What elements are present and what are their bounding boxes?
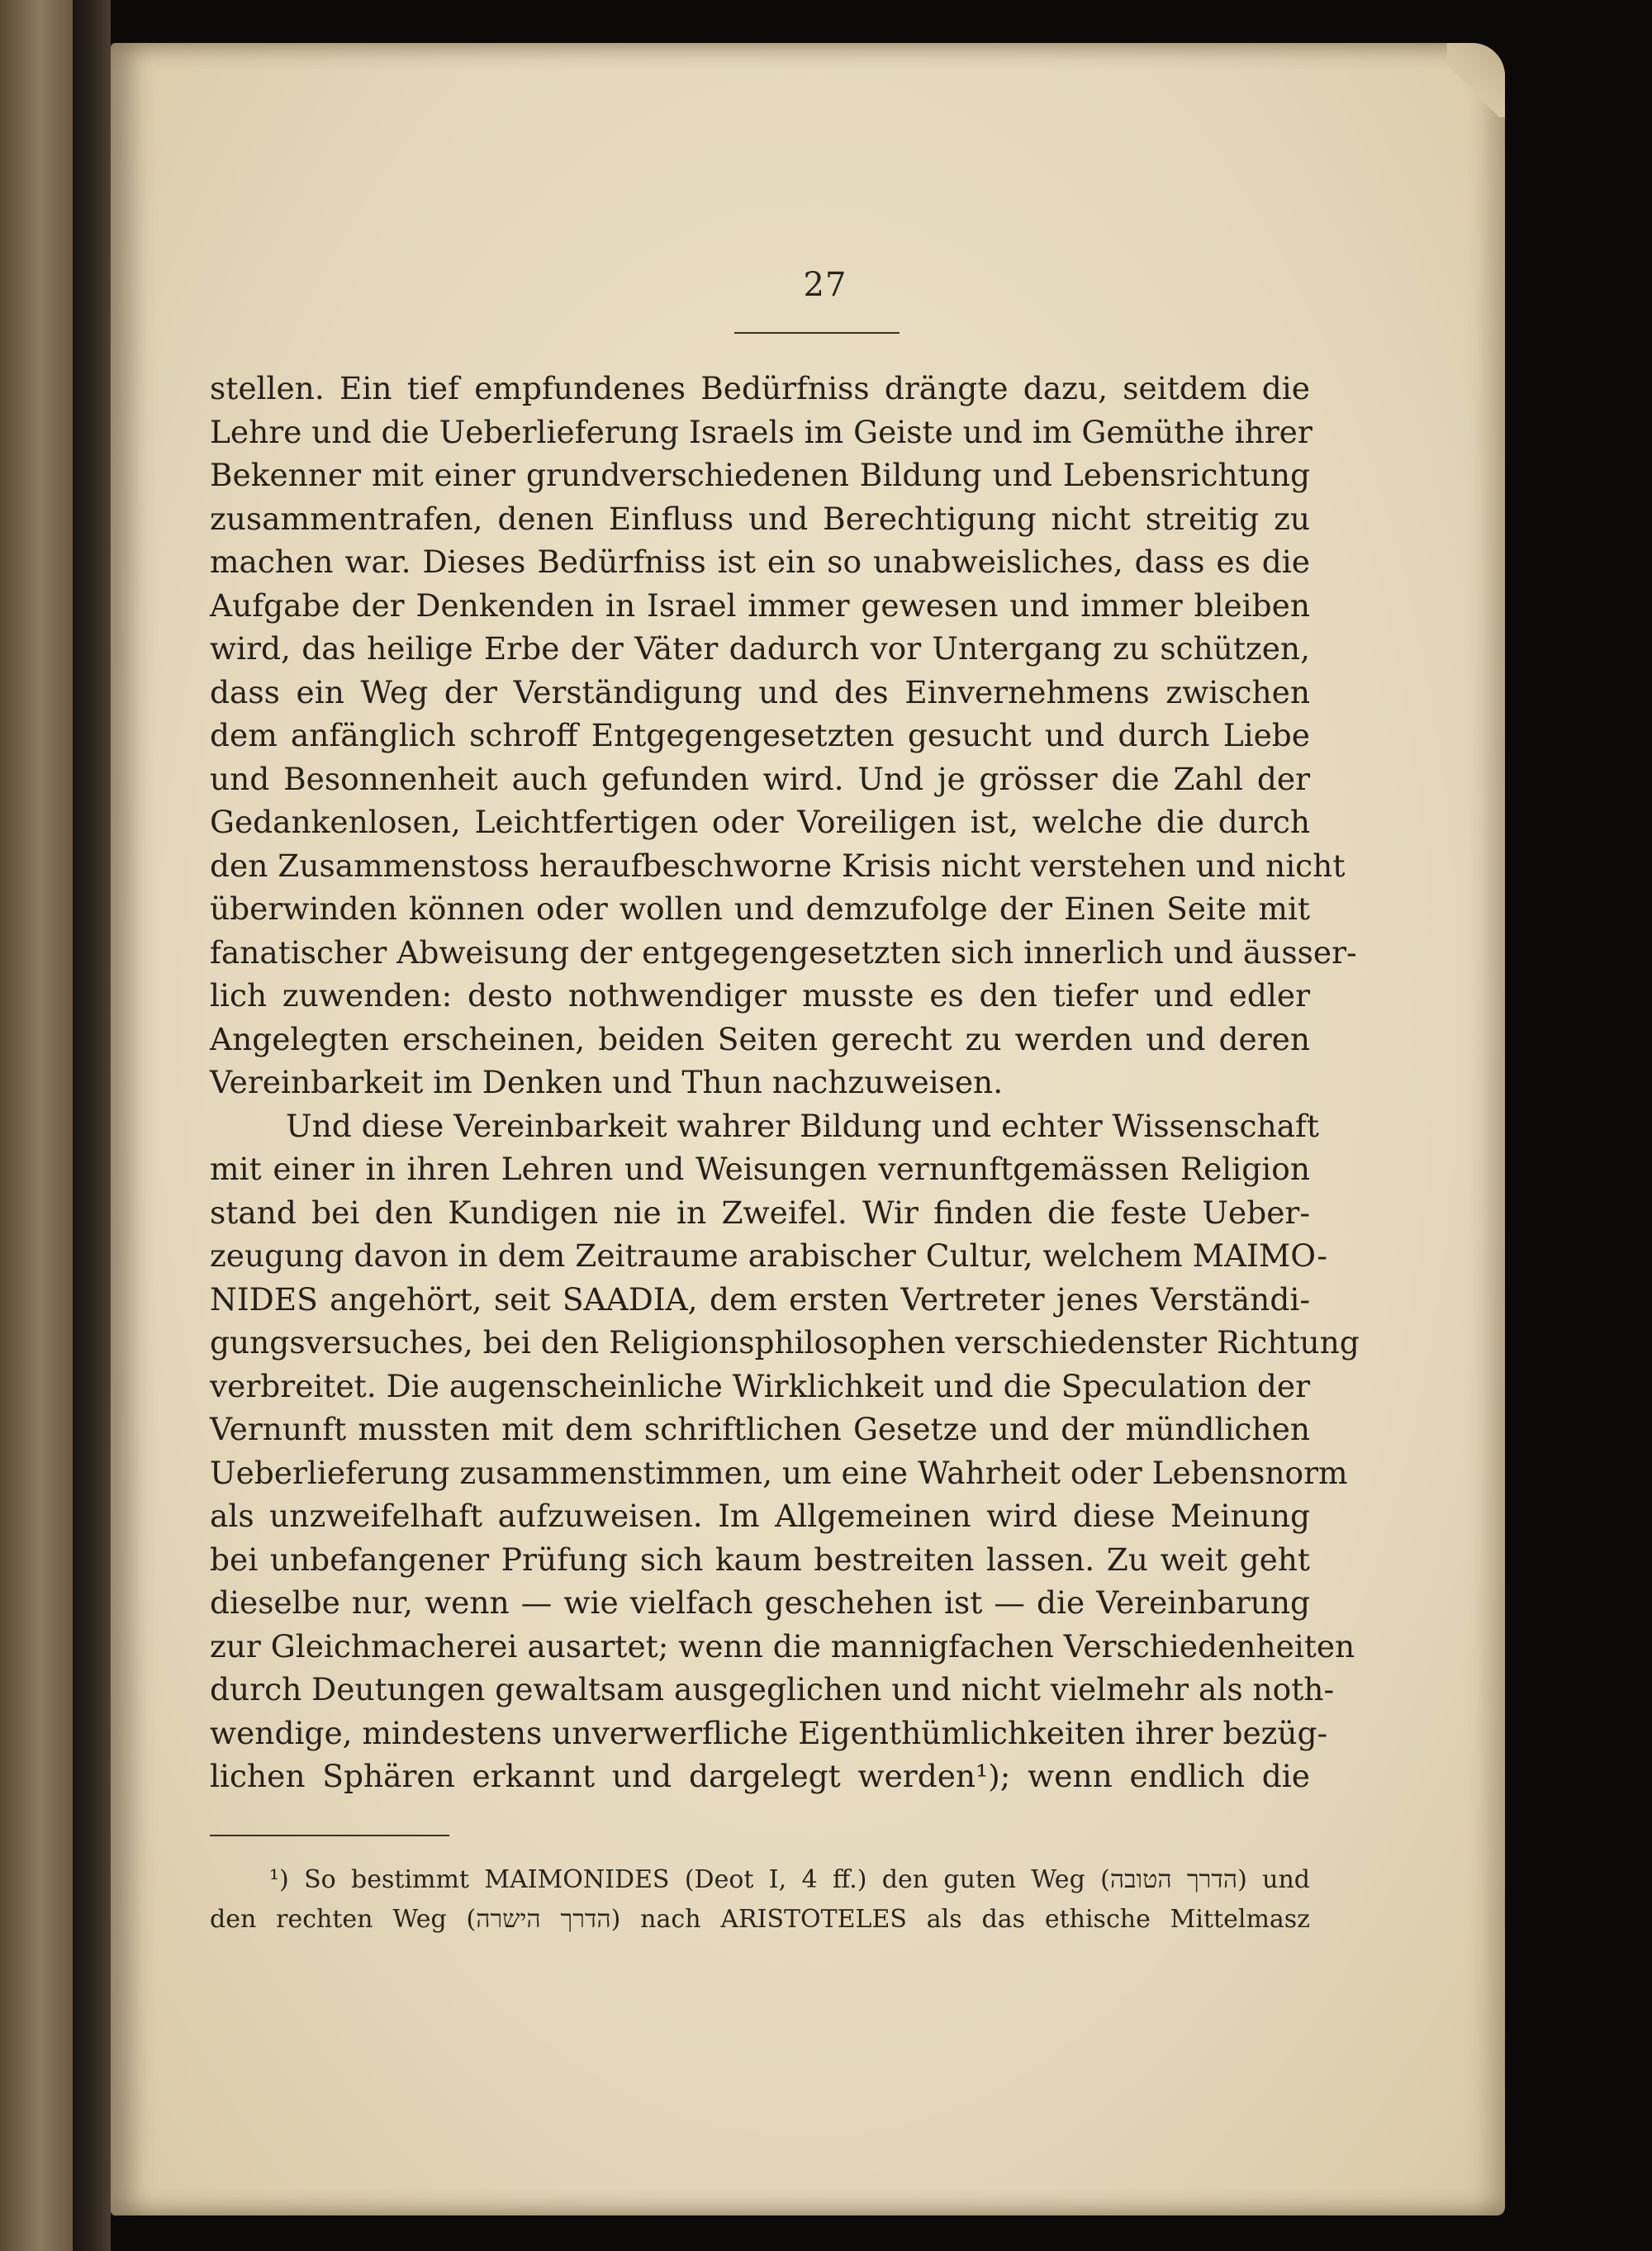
text-line: Und diese Vereinbarkeit wahrer Bildung und echter Wissenschaft bbox=[286, 1107, 1319, 1144]
text-line: Vernunft mussten mit dem schriftlichen Gesetze und der mündlichen bbox=[210, 1411, 1310, 1447]
previous-page-edge bbox=[0, 0, 73, 2251]
text-line: NIDES angehört, seit SAADIA, dem ersten Vertreter jenes Verständi- bbox=[210, 1280, 1310, 1318]
text-line: Lehre und die Ueberlieferung Israels im Geiste und im Gemüthe ihrer bbox=[210, 413, 1313, 450]
text-line: stand bei den Kundigen nie in Zweifel. Wir finden die feste Ueber- bbox=[210, 1194, 1310, 1231]
footnote-line: ¹) So bestimmt MAIMONIDES (Deot I, 4 ff.) den guten Weg (הדרך הטובה) und bbox=[269, 1865, 1311, 1894]
text-line: stellen. Ein tief empfundenes Bedürfniss drängte dazu, seitdem die bbox=[210, 370, 1310, 406]
footnote-rule bbox=[210, 1835, 449, 1836]
text-line: Aufgabe der Denkenden in Israel immer gewesen und immer bleiben bbox=[210, 586, 1310, 624]
header-rule bbox=[734, 332, 900, 334]
page-corner-fold bbox=[1447, 43, 1505, 117]
text-line: dieselbe nur, wenn — wie vielfach geschehen ist — die Vereinbarung bbox=[210, 1584, 1310, 1621]
text-line: durch Deutungen gewaltsam ausgeglichen und nicht vielmehr als noth- bbox=[210, 1671, 1335, 1707]
body-text bbox=[210, 367, 1360, 1798]
text-line: Angelegten erscheinen, beiden Seiten gerecht zu werden und deren bbox=[210, 1020, 1310, 1057]
book-gutter bbox=[73, 0, 111, 2251]
text-line: bei unbefangener Prüfung sich kaum bestreiten lassen. Zu weit geht bbox=[210, 1541, 1310, 1578]
book-page bbox=[111, 43, 1505, 2215]
text-line: machen war. Dieses Bedürfniss ist ein so unabweisliches, dass es die bbox=[210, 544, 1310, 580]
text-line: Gedankenlosen, Leichtfertigen oder Voreiligen ist, welche die durch bbox=[210, 804, 1310, 840]
text-line: lichen Sphären erkannt und dargelegt werden¹); wenn endlich die bbox=[210, 1758, 1310, 1794]
text-line: fanatischer Abweisung der entgegengesetzten sich innerlich und äusser- bbox=[210, 933, 1357, 971]
text-line: Bekenner mit einer grundverschiedenen Bildung und Lebensrichtung bbox=[210, 457, 1310, 493]
text-line: überwinden können oder wollen und demzufolge der Einen Seite mit bbox=[210, 890, 1310, 927]
footnote-line: den rechten Weg (הדרך הישרה) nach ARISTOTELES als das ethische Mittelmasz bbox=[210, 1905, 1310, 1934]
text-line: als unzweifelhaft aufzuweisen. Im Allgemeinen wird diese Meinung bbox=[210, 1498, 1310, 1534]
text-line: zur Gleichmacherei ausartet; wenn die mannigfachen Verschiedenheiten bbox=[210, 1627, 1355, 1665]
page-number: 27 bbox=[803, 266, 847, 304]
text-line: den Zusammenstoss heraufbeschworne Krisis nicht verstehen und nicht bbox=[210, 847, 1346, 884]
text-line: und Besonnenheit auch gefunden wird. Und je grösser die Zahl der bbox=[210, 760, 1310, 797]
text-line: wendige, mindestens unverwerfliche Eigenthümlichkeiten ihrer bezüg- bbox=[210, 1714, 1328, 1751]
text-line: dem anfänglich schroff Entgegengesetzten gesucht und durch Liebe bbox=[210, 717, 1310, 753]
text-line: lich zuwenden: desto nothwendiger musste es den tiefer und edler bbox=[210, 977, 1310, 1014]
text-line: gungsversuches, bei den Religionsphilosophen verschiedenster Richtung bbox=[210, 1324, 1360, 1361]
text-line: Vereinbarkeit im Denken und Thun nachzuweisen. bbox=[210, 1064, 1004, 1100]
text-line: Ueberlieferung zusammenstimmen, um eine Wahrheit oder Lebensnorm bbox=[210, 1454, 1348, 1491]
text-line: mit einer in ihren Lehren und Weisungen vernunftgemässen Religion bbox=[210, 1151, 1310, 1187]
text-line: verbreitet. Die augenscheinliche Wirklichkeit und die Speculation der bbox=[210, 1367, 1310, 1404]
text-line: zusammentrafen, denen Einfluss und Berechtigung nicht streitig zu bbox=[210, 500, 1310, 537]
text-line: dass ein Weg der Verständigung und des Einvernehmens zwischen bbox=[210, 673, 1310, 710]
text-line: wird, das heilige Erbe der Väter dadurch vor Untergang zu schützen, bbox=[210, 630, 1310, 667]
footnotes bbox=[210, 1860, 1310, 1940]
text-line: zeugung davon in dem Zeitraume arabischer Cultur, welchem MAIMO- bbox=[210, 1237, 1328, 1274]
